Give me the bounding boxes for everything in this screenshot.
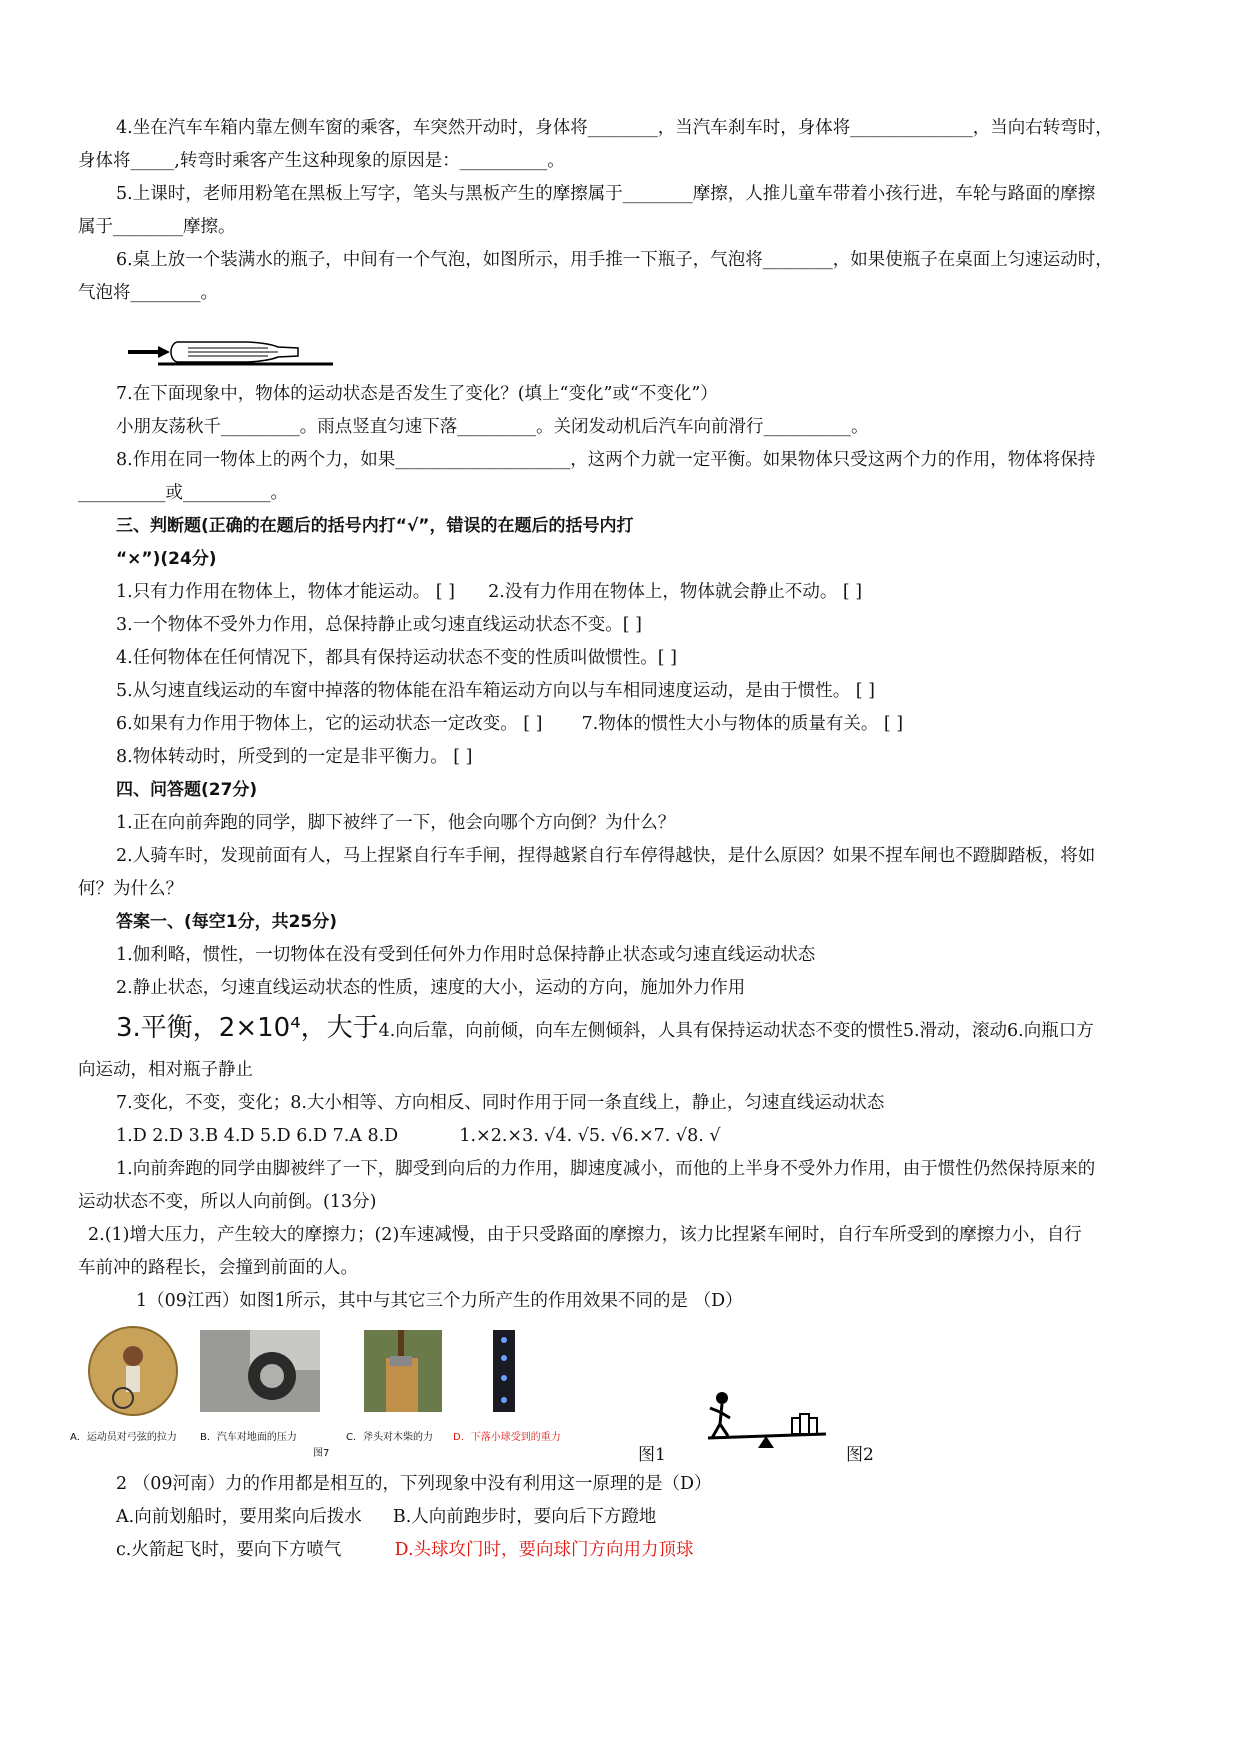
answer-key-choices-row — [78, 1120, 1173, 1153]
question-5-line1: 5.上课时，老师用粉笔在黑板上写字，笔头与黑板产生的摩擦属于________摩擦，人推儿童车带着小孩行进，车轮与路面的摩擦 — [116, 184, 1096, 204]
question-5-line2: 属于________摩擦。 — [78, 217, 236, 237]
car-tire-photo — [200, 1330, 320, 1412]
judge-1: 1.只有力作用在物体上，物体才能运动。 [ ] — [116, 582, 455, 602]
answer-key-3-line2: 向运动，相对瓶子静止 — [78, 1060, 253, 1080]
question-7-line1: 7.在下面现象中，物体的运动状态是否发生了变化？(填上“变化”或“不变化”） — [116, 384, 718, 404]
figure-2-label: 图2 — [846, 1445, 874, 1465]
answer-key-q1-line1: 1.向前奔跑的同学由脚被绊了一下，脚受到向后的力作用，脚速度减小，而他的上半身不受外力作用，由于惯性仍然保持原来的 — [116, 1159, 1096, 1179]
section-3-heading-cont: “×”)(24分) — [116, 549, 217, 569]
question-8-line1: 8.作用在同一物体上的两个力，如果____________________，这两个力就一定平衡。如果物体只受这两个力的作用，物体将保持 — [116, 450, 1096, 470]
answer-key-3-rest: 4.向后靠，向前倾，向车左侧倾斜，人具有保持运动状态不变的惯性5.滑动，滚动6.向瓶口方 — [378, 1021, 1094, 1041]
option-d: D.头球攻门时，要向球门方向用力顶球 — [394, 1540, 694, 1560]
answer-key-choices: 1.D 2.D 3.B 4.D 5.D 6.D 7.A 8.D — [116, 1126, 399, 1146]
answer-key-q2-line2: 车前冲的路程长，会撞到前面的人。 — [78, 1258, 358, 1278]
question-6-line1: 6.桌上放一个装满水的瓶子，中间有一个气泡，如图所示，用手推一下瓶子，气泡将________，如果使瓶子在桌面上匀速运动时， — [116, 250, 1113, 270]
answer-key-q2-line1: 2.(1)增大压力，产生较大的摩擦力；(2)车速减慢，由于只受路面的摩擦力，该力比捏紧车闸时，自行车所受到的摩擦力小，自行 — [88, 1225, 1082, 1245]
caption-b: B．汽车对地面的压力 — [200, 1432, 297, 1443]
judge-8: 8.物体转动时，所受到的一定是非平衡力。 [ ] — [116, 747, 473, 767]
bottle-bubble-diagram — [128, 340, 368, 390]
example-2-options-ab — [78, 1501, 1173, 1534]
judge-6: 6.如果有力作用于物体上，它的运动状态一定改变。 [ ] — [116, 714, 543, 734]
archer-photo — [88, 1326, 178, 1416]
caption-c: C．斧头对木柴的力 — [346, 1432, 433, 1443]
judge-row-1-2 — [78, 576, 1173, 609]
option-c: c.火箭起飞时，要向下方喷气 — [116, 1540, 342, 1560]
question-6-line2: 气泡将________。 — [78, 283, 218, 303]
judge-5: 5.从匀速直线运动的车窗中掉落的物体能在沿车箱运动方向以与车相同速度运动，是由于惯性。 [ ] — [116, 681, 875, 701]
question-8-line2: __________或__________。 — [78, 483, 288, 503]
question-4-line1: 4.坐在汽车车箱内靠左侧车窗的乘客，车突然开动时，身体将________，当汽车刹车时，身体将______________，当向右转弯时， — [116, 118, 1113, 138]
answer-key-3-line1 — [78, 1005, 1173, 1054]
bottle-figure — [78, 310, 1173, 378]
judge-2: 2.没有力作用在物体上，物体就会静止不动。 [ ] — [488, 582, 863, 602]
judge-4: 4.任何物体在任何情况下，都具有保持运动状态不变的性质叫做惯性。[ ] — [116, 648, 677, 668]
judge-3: 3.一个物体不受外力作用，总保持静止或匀速直线运动状态不变。[ ] — [116, 615, 642, 635]
answer-key-3-large: 3.平衡，2×10⁴，大于 — [116, 1013, 379, 1043]
caption-a: A．运动员对弓弦的拉力 — [70, 1432, 177, 1443]
seesaw-figure — [700, 1388, 830, 1458]
judge-7: 7.物体的惯性大小与物体的质量有关。 [ ] — [581, 714, 904, 734]
axe-wood-photo — [364, 1330, 442, 1412]
caption-d: D．下落小球受到的重力 — [453, 1432, 561, 1443]
section-4-heading: 四、问答题(27分) — [116, 780, 258, 800]
answer-key-7: 7.变化，不变，变化；8.大小相等、方向相反、同时作用于同一条直线上，静止，匀速直线运动状态 — [116, 1093, 885, 1113]
answer-key-2: 2.静止状态，匀速直线运动状态的性质，速度的大小，运动的方向，施加外力作用 — [116, 978, 746, 998]
option-a: A.向前划船时，要用桨向后拨水 — [116, 1507, 362, 1527]
document-page — [70, 112, 1173, 1567]
answer-question-2-line1: 2.人骑车时，发现前面有人，马上捏紧自行车手闸，捏得越紧自行车停得越快，是什么原因？如果不捏车闸也不蹬脚踏板，将如 — [116, 846, 1096, 866]
figure-7-label: 图7 — [313, 1448, 330, 1459]
question-4-line2: 身体将_____,转弯时乘客产生这种现象的原因是：__________。 — [78, 151, 565, 171]
answer-key-heading: 答案一、(每空1分，共25分) — [116, 912, 338, 932]
answer-question-2-line2: 何？为什么？ — [78, 879, 183, 899]
option-b: B.人向前跑步时，要向后下方蹬地 — [392, 1507, 657, 1527]
figure-1-label: 图1 — [638, 1445, 666, 1465]
answer-question-1: 1.正在向前奔跑的同学，脚下被绊了一下，他会向哪个方向倒？为什么？ — [116, 813, 676, 833]
section-3-heading: 三、判断题(正确的在题后的括号内打“√”，错误的在题后的括号内打 — [116, 516, 634, 536]
falling-ball-photo — [493, 1330, 515, 1412]
question-7-line2: 小朋友荡秋千_________。雨点竖直匀速下落_________。关闭发动机后汽车向前滑行__________。 — [116, 417, 869, 437]
figure-row — [70, 1318, 1173, 1468]
answer-key-q1-line2: 运动状态不变，所以人向前倒。(13分) — [78, 1192, 377, 1212]
judge-row-6-7 — [78, 708, 1173, 741]
answer-key-1: 1.伽利略，惯性，一切物体在没有受到任何外力作用时总保持静止状态或匀速直线运动状态 — [116, 945, 816, 965]
example-2-options-cd — [78, 1534, 1173, 1567]
example-2-question: 2 （09河南）力的作用都是相互的，下列现象中没有利用这一原理的是（D） — [116, 1474, 712, 1494]
example-1-question: 1（09江西）如图1所示，其中与其它三个力所产生的作用效果不同的是 （D） — [136, 1291, 743, 1311]
answer-key-judgments: 1.×2.×3. √4. √5. √6.×7. √8. √ — [459, 1126, 721, 1146]
